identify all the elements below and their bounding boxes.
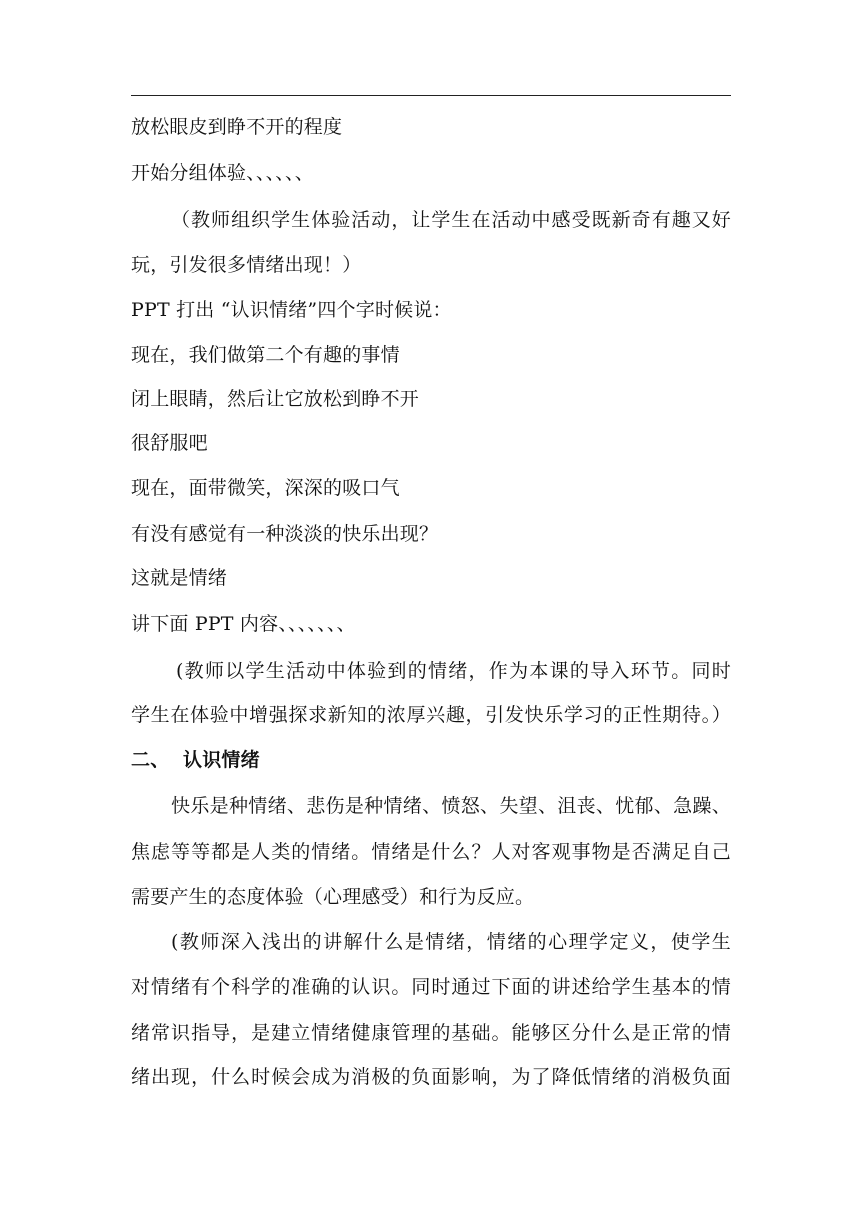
section-number: 二、	[131, 749, 170, 771]
text-line: 有没有感觉有一种淡淡的快乐出现？	[131, 523, 439, 545]
text-line: 玩，引发很多情绪出现！）	[131, 254, 362, 276]
paragraph-line: 对情绪有个科学的准确的认识。同时通过下面的讲述给学生基本的情	[131, 976, 731, 998]
text-line: 开始分组体验、、、、、、	[131, 162, 314, 184]
text-line: 现在，面带微笑，深深的吸口气	[131, 477, 400, 499]
text-line: PPT 打出 “认识情绪”四个字时候说：	[131, 299, 452, 321]
paragraph-line: 需要产生的态度体验（心理感受）和行为反应。	[131, 886, 535, 908]
text-line: 讲下面 PPT 内容、、、、、、、	[131, 613, 356, 635]
text-line: 很舒服吧	[131, 432, 208, 454]
paragraph-line: (教师深入浅出的讲解什么是情绪，情绪的心理学定义，使学生	[171, 931, 731, 953]
paragraph-line: 绪出现，什么时候会成为消极的负面影响，为了降低情绪的消极负面	[131, 1066, 731, 1088]
text-line: 放松眼皮到睁不开的程度	[131, 116, 343, 138]
text-line: 闭上眼睛，然后让它放松到睁不开	[131, 388, 420, 410]
text-line: 学生在体验中增强探求新知的浓厚兴趣，引发快乐学习的正性期待。）	[131, 704, 731, 726]
section-heading	[131, 748, 260, 772]
text-line: (教师以学生活动中体验到的情绪，作为本课的导入环节。同时	[176, 660, 731, 682]
text-line: 现在，我们做第二个有趣的事情	[131, 344, 400, 366]
text-line: （教师组织学生体验活动，让学生在活动中感受既新奇有趣又好	[171, 209, 731, 231]
header-rule	[131, 95, 731, 96]
paragraph-line: 绪常识指导，是建立情绪健康管理的基础。能够区分什么是正常的情	[131, 1022, 731, 1044]
text-line: 这就是情绪	[131, 567, 228, 589]
paragraph-line: 焦虑等等都是人类的情绪。情绪是什么？人对客观事物是否满足自己	[131, 841, 731, 863]
paragraph-line: 快乐是种情绪、悲伤是种情绪、愤怒、失望、沮丧、忧郁、急躁、	[171, 795, 731, 817]
section-title: 认识情绪	[183, 749, 260, 771]
